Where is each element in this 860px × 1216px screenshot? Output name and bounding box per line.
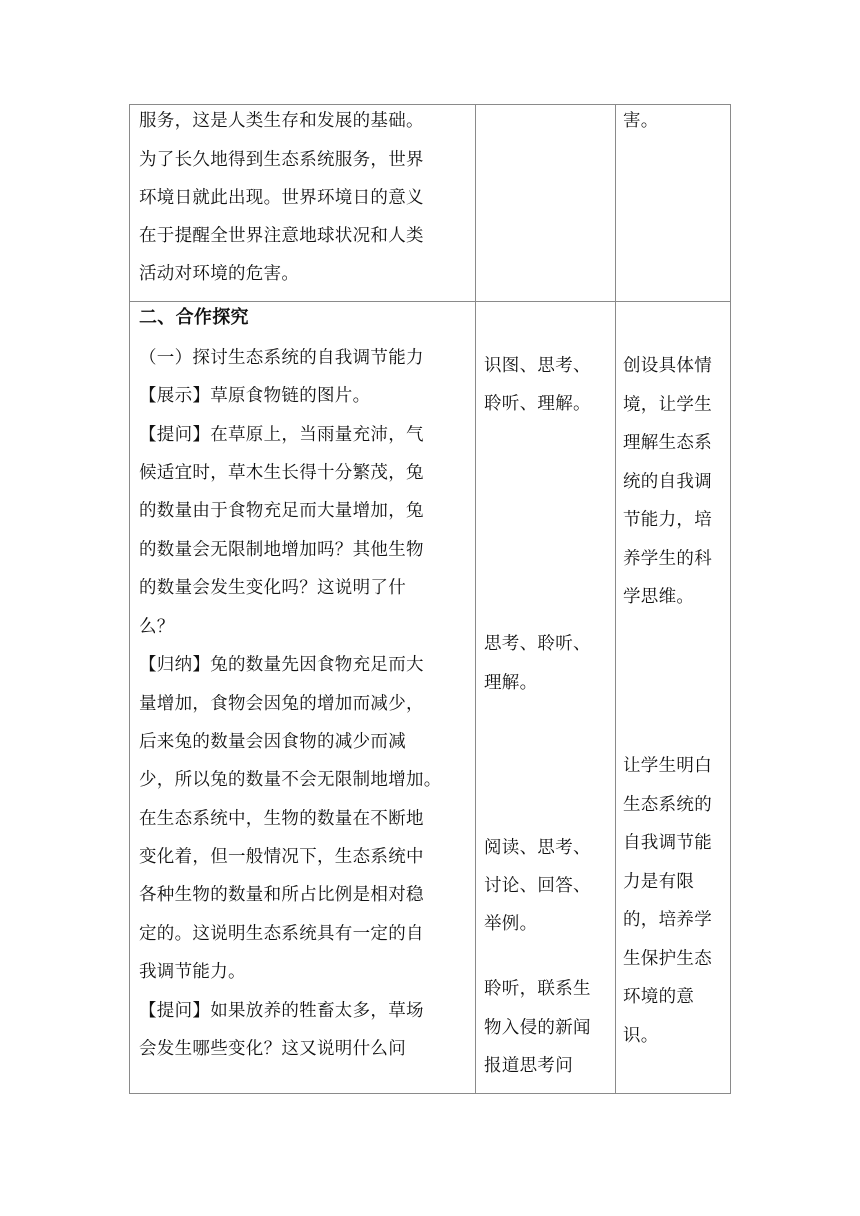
student-activity-line: 物入侵的新闻 [484, 1018, 591, 1038]
table-cell-intent-row2 [615, 301, 731, 1094]
content-line: 【归纳】兔的数量先因食物充足而大 [139, 655, 424, 675]
intent-line: 害。 [623, 111, 659, 131]
intent-line: 节能力，培 [623, 510, 712, 530]
student-activity-line: 聆听、理解。 [484, 394, 591, 414]
content-line: 环境日就此出现。世界环境日的意义 [139, 188, 424, 208]
content-line: 【提问】如果放养的牲畜太多，草场 [139, 1001, 424, 1021]
content-line: 定的。这说明生态系统具有一定的自 [139, 924, 424, 944]
student-activity-line: 聆听，联系生 [484, 979, 591, 999]
content-line: 我调节能力。 [139, 962, 246, 982]
intent-line: 境，让学生 [623, 395, 712, 415]
intent-line: 统的自我调 [623, 472, 712, 492]
content-line: 的数量会发生变化吗？这说明了什 [139, 578, 406, 598]
student-activity-line: 思考、聆听、 [484, 634, 591, 654]
content-line: 服务，这是人类生存和发展的基础。 [139, 111, 424, 131]
content-line: 在生态系统中，生物的数量在不断地 [139, 809, 424, 829]
intent-line: 生保护生态 [623, 949, 712, 969]
content-line: 的数量由于食物充足而大量增加，兔 [139, 501, 424, 521]
intent-line: 创设具体情 [623, 356, 712, 376]
student-activity-line: 报道思考问 [484, 1056, 573, 1076]
content-line: 候适宜时，草木生长得十分繁茂，兔 [139, 463, 424, 483]
student-activity-line: 阅读、思考、 [484, 838, 591, 858]
content-line: 么？ [139, 617, 175, 637]
intent-line: 生态系统的 [623, 795, 712, 815]
intent-line: 识。 [623, 1026, 659, 1046]
content-line: 在于提醒全世界注意地球状况和人类 [139, 226, 424, 246]
intent-line: 理解生态系 [623, 433, 712, 453]
content-line: 少，所以兔的数量不会无限制地增加。 [139, 770, 442, 790]
table-cell-student-row2 [475, 301, 616, 1094]
student-activity-line: 举例。 [484, 914, 538, 934]
content-line: 为了长久地得到生态系统服务，世界 [139, 150, 424, 170]
intent-line: 力是有限 [623, 872, 695, 892]
student-activity-line: 理解。 [484, 673, 538, 693]
intent-line: 的，培养学 [623, 910, 712, 930]
intent-line: 自我调节能 [623, 833, 712, 853]
content-line: 【展示】草原食物链的图片。 [139, 386, 371, 406]
student-activity-line: 识图、思考、 [484, 356, 591, 376]
intent-line: 让学生明白 [623, 756, 712, 776]
content-line: 会发生哪些变化？这又说明什么问 [139, 1039, 406, 1059]
content-line: 量增加，食物会因兔的增加而减少， [139, 694, 424, 714]
section-title: 二、合作探究 [139, 307, 249, 328]
content-line: 的数量会无限制地增加吗？其他生物 [139, 540, 424, 560]
student-activity-line: 讨论、回答、 [484, 876, 591, 896]
content-line: 【提问】在草原上，当雨量充沛，气 [139, 425, 424, 445]
table-cell-student-row1 [475, 104, 616, 302]
content-line: 变化着，但一般情况下，生态系统中 [139, 847, 424, 867]
content-line: 各种生物的数量和所占比例是相对稳 [139, 885, 424, 905]
table-cell-intent-row1 [615, 104, 731, 302]
content-line: 活动对环境的危害。 [139, 264, 300, 284]
intent-line: 环境的意 [623, 987, 695, 1007]
intent-line: 养学生的科 [623, 549, 712, 569]
content-line: （一）探讨生态系统的自我调节能力 [139, 348, 424, 368]
content-line: 后来兔的数量会因食物的减少而减 [139, 732, 406, 752]
intent-line: 学思维。 [623, 587, 695, 607]
